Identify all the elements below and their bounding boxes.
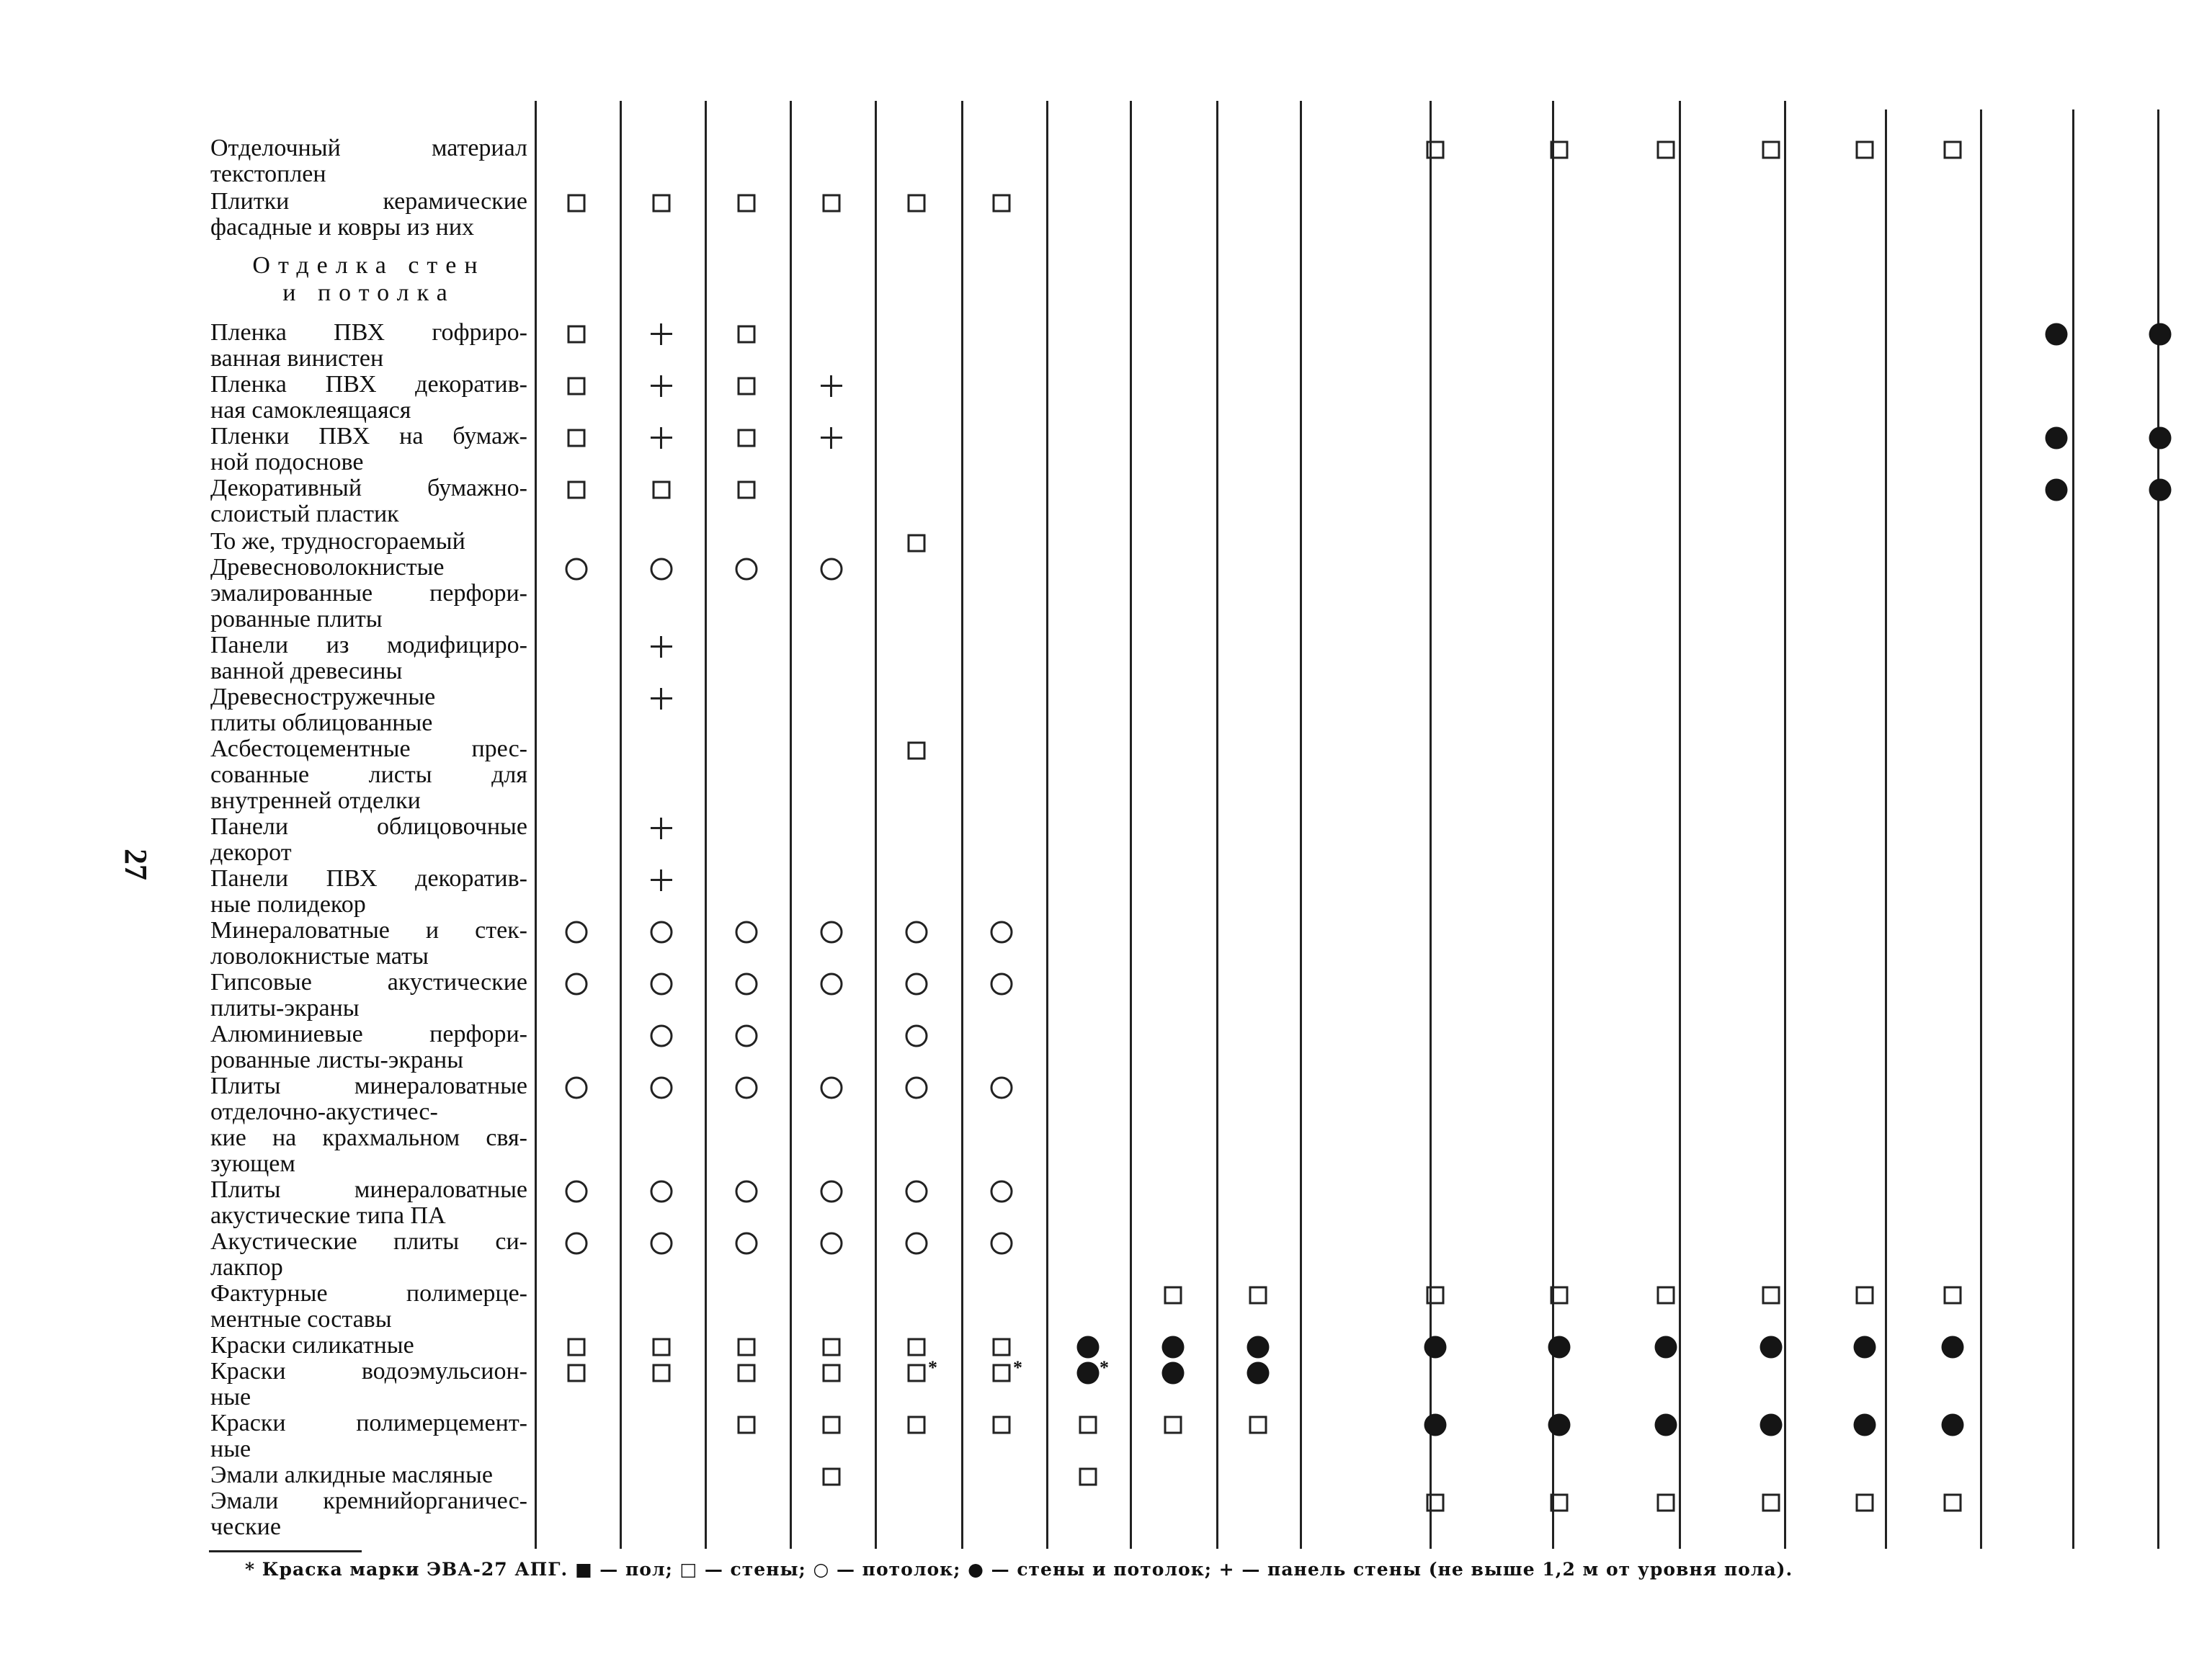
row-label-line: ческие — [210, 1513, 281, 1540]
row-label — [210, 1177, 527, 1229]
ceiling-circle-icon — [906, 1077, 928, 1099]
wall-ceiling-dot-icon — [1424, 1336, 1447, 1359]
ceiling-circle-icon — [991, 973, 1013, 996]
panel-plus-icon — [821, 375, 842, 397]
column-divider — [1679, 101, 1681, 1549]
wall-square-icon — [568, 1364, 586, 1382]
wall-square-icon — [1856, 141, 1874, 159]
wall-square-icon — [738, 1338, 756, 1356]
ceiling-circle-icon — [906, 1025, 928, 1047]
row-label — [210, 189, 527, 241]
ceiling-circle-icon — [736, 558, 758, 581]
row-label-line: кие на крахмальном свя- — [210, 1124, 527, 1151]
wall-square-icon — [1551, 141, 1569, 159]
wall-square-icon — [1079, 1468, 1097, 1486]
panel-plus-icon — [651, 818, 672, 839]
wall-square-icon — [993, 1338, 1011, 1356]
row-label-line: Плиты минераловатные — [210, 1073, 527, 1099]
wall-square-icon — [908, 1338, 926, 1356]
ceiling-circle-icon — [651, 973, 673, 996]
row-label-line: Декоративный бумажно- — [210, 475, 527, 501]
column-divider — [620, 101, 622, 1549]
ceiling-circle-icon — [651, 1025, 673, 1047]
wall-square-icon — [993, 194, 1011, 213]
wall-square-icon — [568, 481, 586, 499]
wall-square-icon — [568, 1338, 586, 1356]
row-label-line: Плитки керамические — [210, 188, 527, 215]
wall-square-icon — [1551, 1287, 1569, 1305]
row-label-line: зующем — [210, 1150, 295, 1177]
row-label-line: Краски водоэмульсион- — [210, 1358, 527, 1385]
panel-plus-icon — [651, 427, 672, 449]
row-label — [210, 1229, 527, 1281]
row-label-line: плиты облицованные — [210, 710, 433, 736]
row-label-line: Пленка ПВХ декоратив- — [210, 371, 527, 398]
row-label-line: Эмали кремнийорганичес- — [210, 1488, 527, 1514]
ceiling-circle-icon — [566, 1181, 588, 1203]
panel-plus-icon — [651, 869, 672, 891]
row-label-line: Фактурные полимерце- — [210, 1280, 527, 1307]
wall-square-icon — [1944, 1494, 1962, 1512]
ceiling-circle-icon — [651, 558, 673, 581]
row-label-line: ментные составы — [210, 1306, 392, 1333]
asterisk-mark: * — [1013, 1357, 1022, 1378]
wall-ceiling-dot-icon — [1548, 1336, 1571, 1359]
row-label — [210, 1021, 527, 1073]
row-label-line: ные — [210, 1384, 251, 1410]
row-label-line: Панели облицовочные — [210, 813, 527, 840]
asterisk-mark: * — [1100, 1357, 1109, 1378]
row-label-line: ловолокнистые маты — [210, 943, 429, 970]
row-label-line: декорот — [210, 839, 292, 866]
row-label-line: отделочно-акустичес- — [210, 1099, 438, 1125]
wall-square-icon — [1657, 141, 1675, 159]
ceiling-circle-icon — [821, 1233, 843, 1255]
ceiling-circle-icon — [906, 1233, 928, 1255]
wall-square-icon — [1427, 141, 1445, 159]
wall-square-icon — [653, 194, 671, 213]
row-label-line: Плиты минераловатные — [210, 1176, 527, 1203]
row-label — [210, 632, 527, 684]
row-label-line: Асбестоцементные прес- — [210, 735, 527, 762]
wall-square-icon — [1427, 1287, 1445, 1305]
row-label-line: То же, трудносгораемый — [210, 528, 465, 555]
column-divider — [875, 101, 877, 1549]
wall-square-icon — [823, 1338, 841, 1356]
wall-square-icon — [1762, 1287, 1780, 1305]
row-label — [210, 320, 527, 372]
wall-square-icon — [653, 481, 671, 499]
wall-square-icon — [1944, 1287, 1962, 1305]
panel-plus-icon — [651, 375, 672, 397]
row-label-line: ной подоснове — [210, 449, 364, 475]
footnote-rule — [209, 1550, 362, 1552]
wall-ceiling-dot-icon — [1942, 1336, 1964, 1359]
ceiling-circle-icon — [736, 1181, 758, 1203]
wall-ceiling-dot-icon — [1162, 1336, 1185, 1359]
row-label — [210, 135, 527, 187]
row-label-line: ванной древесины — [210, 658, 403, 684]
row-label-line: Древесноволокнистые — [210, 554, 445, 581]
row-label-line: ные полидекор — [210, 891, 366, 918]
row-label — [210, 1281, 527, 1333]
ceiling-circle-icon — [566, 1233, 588, 1255]
wall-square-icon — [823, 1416, 841, 1434]
wall-square-icon — [1551, 1494, 1569, 1512]
row-label — [210, 736, 527, 814]
wall-ceiling-dot-icon — [1854, 1336, 1876, 1359]
wall-square-icon — [738, 481, 756, 499]
row-label-line: Панели из модифициро- — [210, 632, 527, 658]
row-label — [210, 918, 527, 970]
ceiling-circle-icon — [906, 1181, 928, 1203]
ceiling-circle-icon — [991, 1233, 1013, 1255]
ceiling-circle-icon — [821, 1181, 843, 1203]
wall-square-icon — [993, 1364, 1011, 1382]
wall-square-icon — [738, 194, 756, 213]
wall-square-icon — [1856, 1494, 1874, 1512]
row-label-line: Гипсовые акустические — [210, 969, 527, 996]
ceiling-circle-icon — [651, 921, 673, 944]
ceiling-circle-icon — [566, 1077, 588, 1099]
column-divider — [1300, 101, 1302, 1549]
column-divider — [2072, 109, 2074, 1549]
wall-square-icon — [1249, 1287, 1267, 1305]
ceiling-circle-icon — [566, 921, 588, 944]
ceiling-circle-icon — [821, 558, 843, 581]
wall-square-icon — [568, 377, 586, 395]
row-label — [210, 1462, 527, 1488]
wall-square-icon — [1856, 1287, 1874, 1305]
ceiling-circle-icon — [906, 973, 928, 996]
column-divider — [961, 101, 963, 1549]
wall-square-icon — [908, 535, 926, 553]
wall-square-icon — [568, 326, 586, 344]
row-label-line: плиты-экраны — [210, 995, 360, 1021]
row-label-line: сованные листы для — [210, 761, 527, 788]
column-divider — [1980, 109, 1982, 1549]
wall-square-icon — [1762, 1494, 1780, 1512]
wall-square-icon — [1079, 1416, 1097, 1434]
wall-ceiling-dot-icon — [2149, 323, 2172, 346]
ceiling-circle-icon — [736, 921, 758, 944]
column-divider — [1216, 101, 1218, 1549]
wall-ceiling-dot-icon — [1077, 1362, 1100, 1385]
section-heading — [210, 252, 527, 307]
ceiling-circle-icon — [651, 1233, 673, 1255]
row-label — [210, 1073, 527, 1177]
wall-square-icon — [738, 326, 756, 344]
row-label-line: Акустические плиты си- — [210, 1228, 527, 1255]
row-label — [210, 372, 527, 424]
ceiling-circle-icon — [821, 1077, 843, 1099]
wall-square-icon — [653, 1338, 671, 1356]
section-heading-line: и потолка — [282, 280, 455, 306]
ceiling-circle-icon — [566, 558, 588, 581]
row-label — [210, 1410, 527, 1462]
row-label-line: Отделочный материал — [210, 135, 527, 161]
wall-square-icon — [823, 194, 841, 213]
wall-ceiling-dot-icon — [1424, 1414, 1447, 1436]
wall-ceiling-dot-icon — [1655, 1336, 1677, 1359]
row-label-line: Эмали алкидные масляные — [210, 1462, 493, 1488]
wall-ceiling-dot-icon — [1247, 1336, 1270, 1359]
column-divider — [1130, 101, 1132, 1549]
row-label — [210, 475, 527, 527]
wall-square-icon — [1657, 1287, 1675, 1305]
page-number: 27 — [118, 849, 153, 880]
wall-ceiling-dot-icon — [1077, 1336, 1100, 1359]
wall-square-icon — [1164, 1416, 1182, 1434]
ceiling-circle-icon — [651, 1181, 673, 1203]
ceiling-circle-icon — [736, 973, 758, 996]
row-label-line: Краски полимерцемент- — [210, 1410, 527, 1436]
footnote: * Краска марки ЭВА-27 АПГ. ■ — пол; □ — стены; ○ — потолок; ● — стены и потолок; + — панель стены (не выше 1,2 м от уровня пола). — [245, 1559, 1793, 1580]
wall-ceiling-dot-icon — [2046, 427, 2068, 450]
wall-ceiling-dot-icon — [1854, 1414, 1876, 1436]
row-label-line: Алюминиевые перфори- — [210, 1021, 527, 1047]
column-divider — [1552, 101, 1554, 1549]
column-divider — [1046, 101, 1048, 1549]
wall-ceiling-dot-icon — [1942, 1414, 1964, 1436]
wall-ceiling-dot-icon — [1247, 1362, 1270, 1385]
ceiling-circle-icon — [566, 973, 588, 996]
row-label — [210, 814, 527, 866]
wall-square-icon — [908, 194, 926, 213]
row-label — [210, 1359, 527, 1410]
wall-square-icon — [1164, 1287, 1182, 1305]
row-label-line: эмалированные перфори- — [210, 580, 527, 607]
wall-square-icon — [908, 742, 926, 760]
row-label-line: Краски силикатные — [210, 1332, 414, 1359]
column-divider — [705, 101, 707, 1549]
wall-square-icon — [1762, 141, 1780, 159]
wall-square-icon — [908, 1416, 926, 1434]
column-divider — [1784, 101, 1786, 1549]
row-label-line: ные — [210, 1436, 251, 1462]
row-label — [210, 684, 527, 736]
wall-square-icon — [738, 1364, 756, 1382]
row-label — [210, 1488, 527, 1540]
wall-ceiling-dot-icon — [1548, 1414, 1571, 1436]
row-label — [210, 970, 527, 1021]
wall-ceiling-dot-icon — [1760, 1336, 1783, 1359]
wall-square-icon — [1657, 1494, 1675, 1512]
column-divider — [1430, 101, 1432, 1549]
wall-ceiling-dot-icon — [1655, 1414, 1677, 1436]
ceiling-circle-icon — [821, 973, 843, 996]
row-label-line: ванная винистен — [210, 345, 384, 372]
wall-square-icon — [1944, 141, 1962, 159]
row-label-line: лакпор — [210, 1254, 283, 1281]
ceiling-circle-icon — [991, 921, 1013, 944]
row-label-line: Пленка ПВХ гофриро- — [210, 319, 527, 346]
row-label-line: Древесностружечные — [210, 684, 436, 710]
wall-square-icon — [568, 429, 586, 447]
panel-plus-icon — [651, 323, 672, 345]
ceiling-circle-icon — [736, 1025, 758, 1047]
wall-square-icon — [823, 1364, 841, 1382]
row-label-line: Пленки ПВХ на бумаж- — [210, 423, 527, 450]
wall-square-icon — [823, 1468, 841, 1486]
row-label-line: слоистый пластик — [210, 501, 399, 527]
wall-square-icon — [568, 194, 586, 213]
ceiling-circle-icon — [991, 1077, 1013, 1099]
ceiling-circle-icon — [736, 1077, 758, 1099]
wall-square-icon — [1427, 1494, 1445, 1512]
row-label-line: рованные плиты — [210, 606, 383, 632]
row-label — [210, 1333, 527, 1359]
row-label-line: акустические типа ПА — [210, 1202, 446, 1229]
wall-square-icon — [738, 1416, 756, 1434]
row-label — [210, 424, 527, 475]
panel-plus-icon — [821, 427, 842, 449]
row-label-line: фасадные и ковры из них — [210, 214, 475, 241]
row-label-line: Минераловатные и стек- — [210, 917, 527, 944]
wall-square-icon — [993, 1416, 1011, 1434]
panel-plus-icon — [651, 688, 672, 710]
ceiling-circle-icon — [906, 921, 928, 944]
row-label-line: внутренней отделки — [210, 787, 421, 814]
section-heading-line: Отделка стен — [252, 252, 486, 279]
row-label-line: ная самоклеящаяся — [210, 397, 411, 424]
row-label — [210, 529, 527, 555]
row-label — [210, 866, 527, 918]
wall-ceiling-dot-icon — [2046, 323, 2068, 346]
column-divider — [535, 101, 537, 1549]
wall-ceiling-dot-icon — [1162, 1362, 1185, 1385]
ceiling-circle-icon — [821, 921, 843, 944]
wall-ceiling-dot-icon — [2149, 479, 2172, 501]
row-label-line: рованные листы-экраны — [210, 1047, 464, 1073]
row-label-line: текстоплен — [210, 161, 326, 187]
wall-square-icon — [738, 429, 756, 447]
row-label — [210, 555, 527, 632]
ceiling-circle-icon — [991, 1181, 1013, 1203]
ceiling-circle-icon — [736, 1233, 758, 1255]
asterisk-mark: * — [928, 1357, 937, 1378]
ceiling-circle-icon — [651, 1077, 673, 1099]
wall-ceiling-dot-icon — [1760, 1414, 1783, 1436]
wall-square-icon — [1249, 1416, 1267, 1434]
panel-plus-icon — [651, 636, 672, 658]
wall-square-icon — [738, 377, 756, 395]
wall-square-icon — [653, 1364, 671, 1382]
wall-ceiling-dot-icon — [2046, 479, 2068, 501]
column-divider — [1885, 109, 1887, 1549]
wall-ceiling-dot-icon — [2149, 427, 2172, 450]
row-label-line: Панели ПВХ декоратив- — [210, 865, 527, 892]
wall-square-icon — [908, 1364, 926, 1382]
column-divider — [790, 101, 792, 1549]
